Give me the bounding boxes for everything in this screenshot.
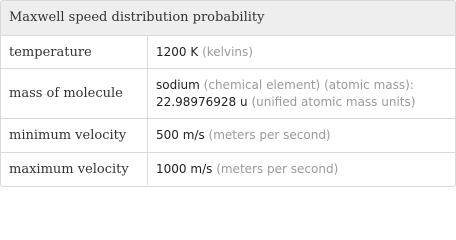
row-label-mass: mass of molecule bbox=[1, 69, 148, 118]
mass-number: 22.98976928 bbox=[156, 94, 237, 109]
row-label-minimum-velocity: minimum velocity bbox=[1, 119, 148, 152]
table-row bbox=[1, 36, 455, 69]
max-velocity-unit: m/s bbox=[190, 161, 213, 176]
table-row bbox=[1, 153, 455, 185]
min-velocity-unit: m/s bbox=[182, 128, 205, 142]
temperature-number: 1200 bbox=[156, 44, 187, 59]
mass-unit-name: (unified atomic mass units) bbox=[251, 94, 416, 109]
min-velocity-number: 500 bbox=[156, 128, 179, 142]
row-label-temperature: temperature bbox=[1, 36, 148, 68]
max-velocity-number: 1000 bbox=[156, 161, 187, 176]
mass-unit: u bbox=[240, 94, 248, 109]
panel-title: Maxwell speed distribution probability bbox=[1, 1, 455, 36]
table-row bbox=[1, 119, 455, 153]
row-label-maximum-velocity: maximum velocity bbox=[1, 153, 148, 185]
row-value-temperature bbox=[148, 36, 455, 68]
row-value-minimum-velocity bbox=[148, 119, 455, 152]
temperature-unit: K bbox=[190, 44, 199, 59]
row-value-mass bbox=[148, 69, 455, 118]
row-value-maximum-velocity bbox=[148, 153, 455, 185]
temperature-unit-name: (kelvins) bbox=[202, 44, 253, 59]
min-velocity-unit-name: (meters per second) bbox=[208, 128, 331, 142]
element-type: (chemical element) bbox=[203, 77, 321, 92]
table-row bbox=[1, 69, 455, 119]
max-velocity-unit-name: (meters per second) bbox=[216, 161, 339, 176]
element-property: (atomic mass): bbox=[324, 77, 414, 92]
element-name: sodium bbox=[156, 77, 200, 92]
